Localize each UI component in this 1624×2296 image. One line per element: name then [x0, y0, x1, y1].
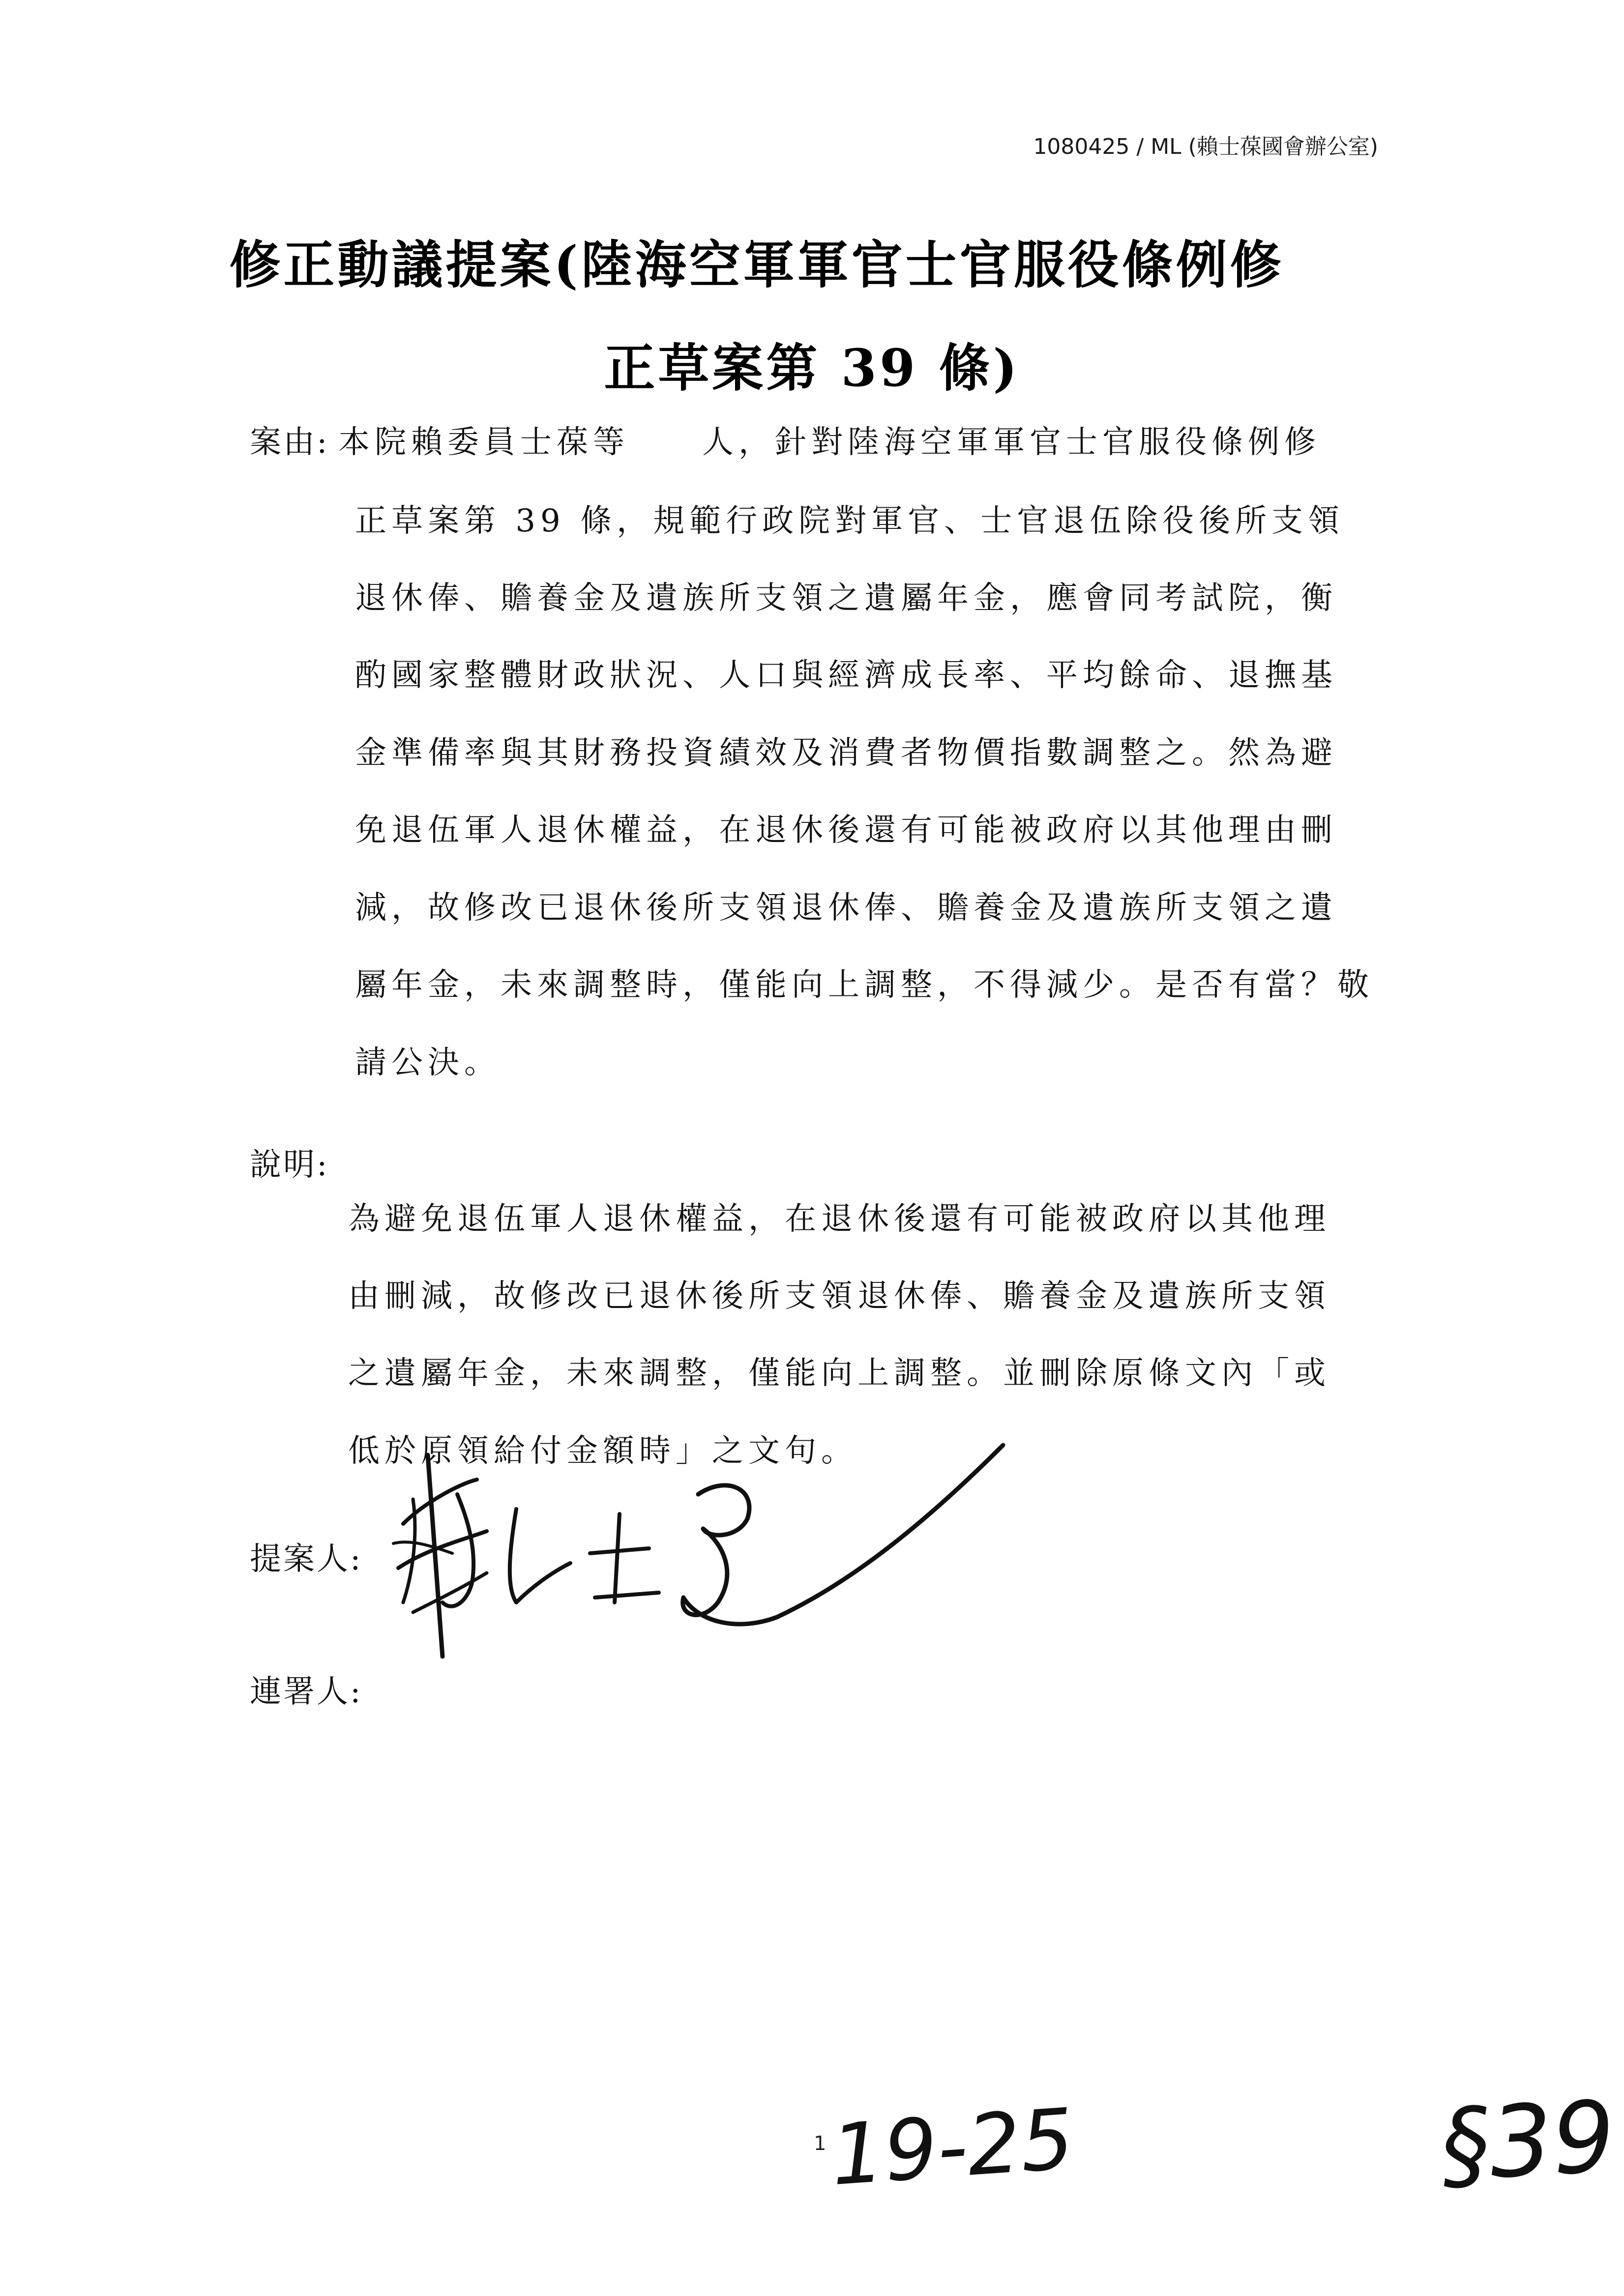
proposer-label: 提案人: [250, 1541, 363, 1577]
reason-label: 案由: [250, 424, 329, 461]
explanation-line: 低於原領給付金額時」之文句。 [348, 1433, 857, 1469]
title-line-1: 修正動議提案(陸海空軍軍官士官服役條例修 [229, 234, 1284, 295]
reason-line: 酌國家整體財政狀況、人口與經濟成長率、平均餘命、退撫基 [355, 657, 1337, 694]
explanation-line: 由刪減，故修改已退休後所支領退休俸、贍養金及遺族所支領 [348, 1278, 1330, 1314]
cosigner-label: 連署人: [250, 1674, 363, 1710]
page-number: 1 [814, 2132, 827, 2155]
explanation-line: 之遺屬年金，未來調整，僅能向上調整。並刪除原條文內「或 [348, 1355, 1330, 1392]
reason-line: 免退伍軍人退休權益，在退休後還有可能被政府以其他理由刪 [355, 812, 1337, 848]
title-line-2: 正草案第 39 條) [604, 338, 1020, 398]
handwritten-section-ref: §39 [1438, 2079, 1618, 2204]
reason-line: 金準備率與其財務投資績效及消費者物價指數調整之。然為避 [355, 735, 1337, 771]
reason-line: 退休俸、贍養金及遺族所支領之遺屬年金，應會同考試院，衡 [355, 580, 1337, 616]
document-id: 1080425 / ML (賴士葆國會辦公室) [1033, 134, 1378, 159]
handwritten-page-range: 19-25 [827, 2091, 1077, 2205]
explanation-label: 說明: [250, 1147, 329, 1183]
reason-line: 屬年金，未來調整時，僅能向上調整，不得減少。是否有當？敬 [355, 967, 1374, 1003]
reason-line: 請公決。 [355, 1045, 501, 1081]
reason-line: 減，故修改已退休後所支領退休俸、贍養金及遺族所支領之遺 [355, 890, 1337, 926]
explanation-line: 為避免退伍軍人退休權益，在退休後還有可能被政府以其他理 [348, 1201, 1330, 1237]
handwritten-signature [384, 1425, 1023, 1681]
reason-line: 正草案第 39 條，規範行政院對軍官、士官退伍除役後所支領 [355, 503, 1345, 539]
reason-line: 本院賴委員士葆等 人，針對陸海空軍軍官士官服役條例修 [338, 424, 1321, 461]
